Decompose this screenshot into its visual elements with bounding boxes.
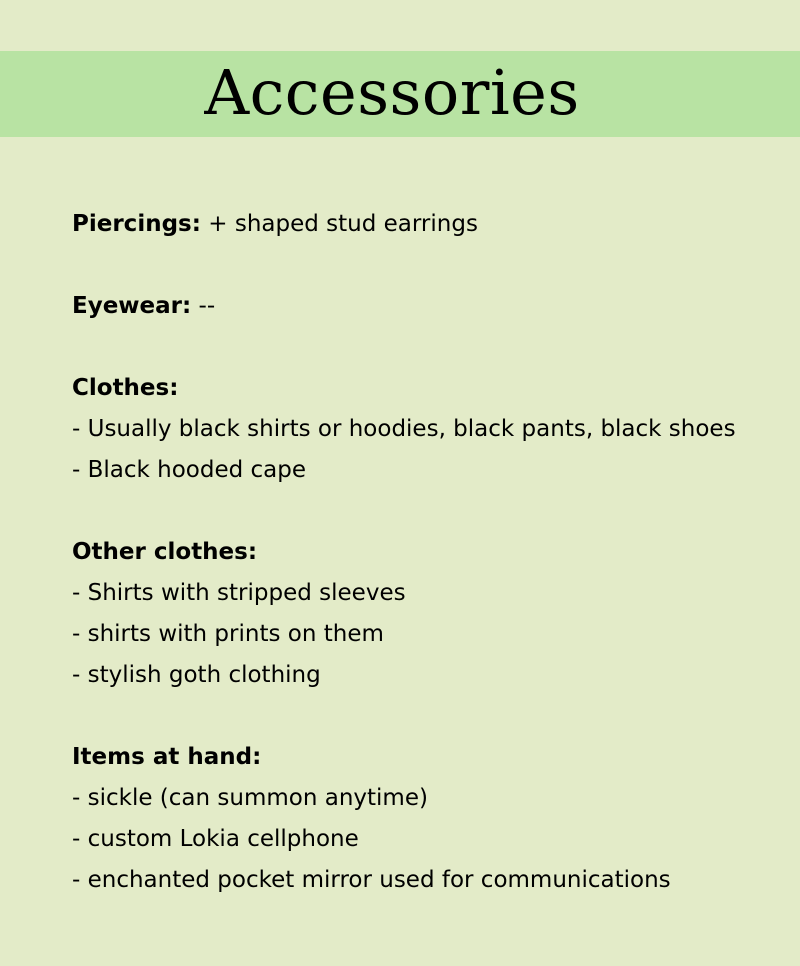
page-title: Accessories — [204, 56, 580, 129]
spacer — [72, 696, 782, 737]
items-at-hand-item: - custom Lokia cellphone — [72, 826, 359, 852]
piercings-value: + shaped stud earrings — [200, 211, 478, 237]
items-at-hand-item: - enchanted pocket mirror used for communications — [72, 867, 671, 893]
title-banner — [0, 51, 800, 137]
accessories-list — [72, 204, 782, 901]
clothes-label: Clothes: — [72, 375, 179, 401]
piercings-row — [72, 204, 782, 245]
spacer — [72, 327, 782, 368]
clothes-item: - Black hooded cape — [72, 457, 307, 483]
other-clothes-item: - stylish goth clothing — [72, 662, 321, 688]
eyewear-row — [72, 286, 782, 327]
items-at-hand-item: - sickle (can summon anytime) — [72, 785, 428, 811]
eyewear-value: -- — [191, 293, 216, 319]
eyewear-label: Eyewear: — [72, 293, 192, 319]
spacer — [72, 491, 782, 532]
clothes-item: - Usually black shirts or hoodies, black pants, black shoes — [72, 416, 736, 442]
items-at-hand-label: Items at hand: — [72, 744, 262, 770]
other-clothes-item: - shirts with prints on them — [72, 621, 384, 647]
other-clothes-label: Other clothes: — [72, 539, 258, 565]
piercings-label: Piercings: — [72, 211, 201, 237]
spacer — [72, 245, 782, 286]
other-clothes-item: - Shirts with stripped sleeves — [72, 580, 406, 606]
